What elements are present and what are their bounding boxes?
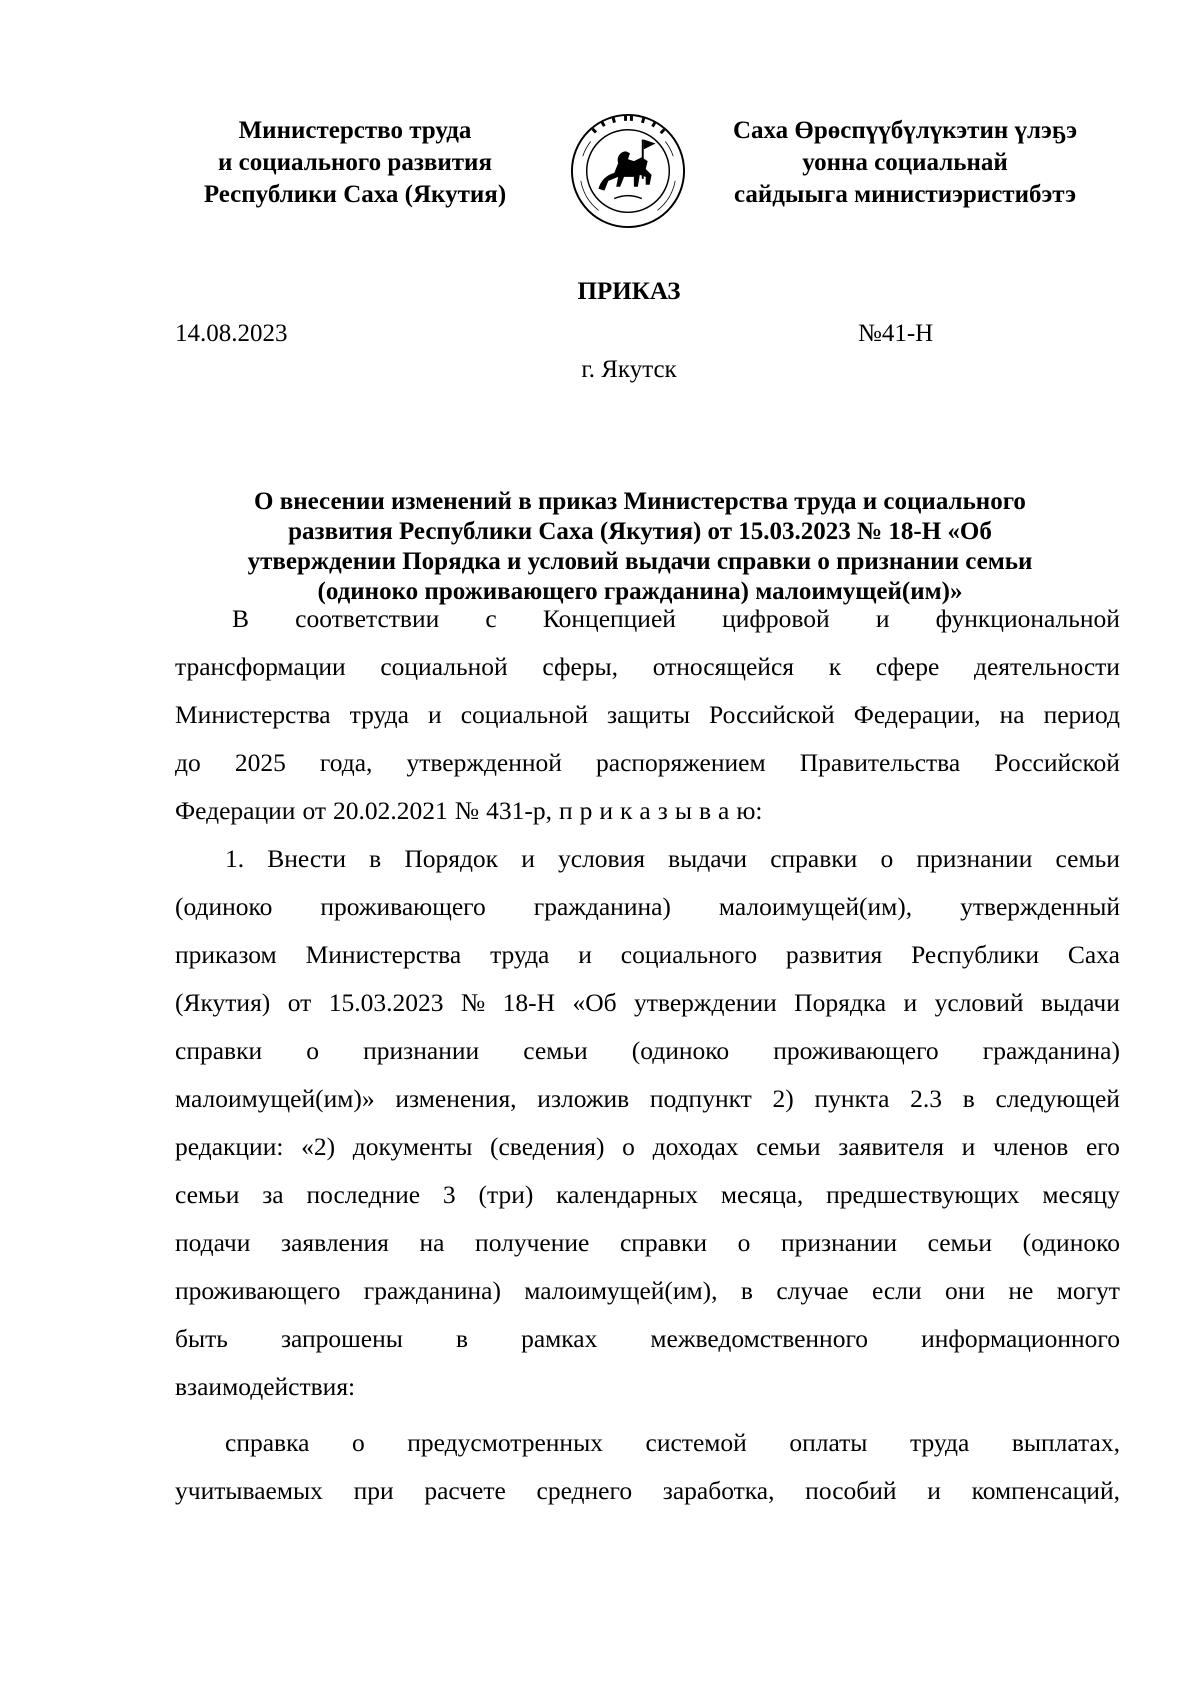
body-word: изменения,	[395, 1084, 517, 1113]
body-word: Концепцией	[542, 604, 676, 633]
body-word: Российской	[709, 700, 835, 729]
body-word: утверждении	[634, 988, 777, 1017]
body-word: справки	[770, 844, 858, 873]
body-word: взаимодействия:	[175, 1372, 356, 1401]
body-word: признании	[916, 844, 1033, 873]
body-word: «2)	[301, 1132, 336, 1161]
body-word: (одиноко	[175, 892, 273, 921]
body-word: социального	[620, 940, 757, 969]
document-date: 14.08.2023	[175, 320, 288, 347]
body-word: 15.03.2023	[328, 988, 444, 1017]
body-word: з	[657, 796, 668, 825]
body-word: следующей	[995, 1084, 1120, 1113]
body-word: Саха	[1067, 940, 1120, 969]
body-word: до	[175, 748, 201, 777]
body-word: проживающего	[175, 1276, 341, 1305]
body-word: приказом	[175, 940, 277, 969]
body-word: среднего	[536, 1476, 633, 1505]
body-word: о	[880, 844, 894, 873]
body-word: заявления	[281, 1228, 389, 1257]
body-word: подпункт	[649, 1084, 752, 1113]
body-word: п	[558, 796, 573, 825]
body-line	[175, 700, 1120, 748]
body-word: о	[351, 1428, 365, 1457]
body-word: Республики	[911, 940, 1039, 969]
body-word: гражданина)	[363, 1276, 501, 1305]
body-word: р	[579, 796, 593, 825]
body-word: 431-р,	[486, 796, 552, 825]
body-word: №	[454, 796, 480, 825]
body-word: 2.3	[910, 1084, 942, 1113]
body-word: малоимущей(им),	[718, 892, 913, 921]
sakha-republic-coat-of-arms-icon	[569, 112, 687, 230]
body-word: Российской	[994, 748, 1120, 777]
body-word: Федерации,	[853, 700, 981, 729]
body-word: его	[1085, 1132, 1120, 1161]
body-word: а	[718, 796, 730, 825]
body-word: и	[927, 1476, 941, 1505]
body-word: системой	[645, 1428, 747, 1457]
body-word: редакции:	[175, 1132, 284, 1161]
body-word: к	[620, 796, 633, 825]
body-word: утвержденной	[406, 748, 562, 777]
body-word: при	[353, 1476, 394, 1505]
body-word: относящейся	[652, 652, 795, 681]
body-word: запрошены	[280, 1324, 403, 1353]
body-word: Министерства	[175, 700, 331, 729]
body-word: социальной	[460, 700, 589, 729]
body-word: ю:	[736, 796, 763, 825]
body-word: ы	[674, 796, 692, 825]
body-word: последние	[306, 1180, 421, 1209]
body-word: не	[1008, 1276, 1034, 1305]
body-line	[175, 604, 1120, 652]
document-city: г. Якутск	[581, 356, 677, 383]
body-word: Федерации	[175, 796, 296, 825]
document-body	[175, 604, 1120, 1524]
body-word: справки	[175, 1036, 263, 1065]
body-word: (одиноко	[1022, 1228, 1120, 1257]
body-line	[175, 988, 1120, 1036]
body-line	[175, 1276, 1120, 1324]
body-line	[175, 844, 1120, 892]
body-word: месяцу	[1042, 1180, 1120, 1209]
body-word: справка	[225, 1428, 310, 1457]
title-line: О внесении изменений в приказ Министерства труда и социального	[254, 488, 1026, 515]
body-line	[175, 1084, 1120, 1132]
body-word: пособий	[805, 1476, 897, 1505]
body-line	[175, 1036, 1120, 1084]
body-word: могут	[1056, 1276, 1120, 1305]
body-word: период	[1043, 700, 1120, 729]
body-word: цифровой	[722, 604, 830, 633]
body-word: и	[521, 844, 535, 873]
body-word: развития	[785, 940, 883, 969]
body-word: трансформации	[175, 652, 346, 681]
body-line	[175, 796, 1120, 844]
body-word: за	[262, 1180, 284, 1209]
body-word: случае	[776, 1276, 849, 1305]
body-word: расчете	[424, 1476, 506, 1505]
body-word: В	[232, 604, 250, 633]
body-word: социальной	[380, 652, 508, 681]
body-word: в	[455, 1324, 468, 1353]
body-word: к	[828, 652, 842, 681]
body-word: и	[875, 604, 890, 633]
body-word: и	[428, 700, 442, 729]
body-word: о	[306, 1036, 319, 1065]
document-title	[185, 487, 1095, 607]
body-line	[175, 1132, 1120, 1180]
ministry-name-line: уонна социальнай	[802, 149, 1008, 176]
body-word: 2)	[772, 1084, 794, 1113]
body-word: подачи	[175, 1228, 251, 1257]
body-word: в	[962, 1084, 975, 1113]
body-word: на	[999, 700, 1025, 729]
body-word: соответствии	[295, 604, 440, 633]
body-word: семьи	[175, 1180, 240, 1209]
body-word: утвержденный	[960, 892, 1120, 921]
body-word: учитываемых	[175, 1476, 323, 1505]
body-word: труда	[909, 1428, 970, 1457]
body-line	[175, 1180, 1120, 1228]
body-word: гражданина)	[982, 1036, 1120, 1065]
body-word: и	[599, 796, 614, 825]
body-word: доходах	[652, 1132, 739, 1161]
body-word: малоимущей(им)»	[175, 1084, 375, 1113]
body-word: от	[287, 988, 312, 1017]
body-word: месяца,	[720, 1180, 804, 1209]
body-word: а	[639, 796, 651, 825]
body-word: семьи	[523, 1036, 588, 1065]
body-line	[175, 1428, 1120, 1476]
body-word: условия	[558, 844, 645, 873]
body-word: и	[903, 988, 918, 1017]
body-word: рамках	[521, 1324, 598, 1353]
body-word: функциональной	[935, 604, 1120, 633]
body-word: Внести	[267, 844, 346, 873]
body-word: предшествующих	[826, 1180, 1020, 1209]
body-line	[175, 1324, 1120, 1372]
body-word: условий	[934, 988, 1024, 1017]
ministry-name-line: сайдыыга министиэристибэтэ	[733, 181, 1077, 208]
body-word: межведомственного	[650, 1324, 869, 1353]
body-word: информационного	[921, 1324, 1120, 1353]
body-word: 2025	[234, 748, 286, 777]
body-word: сферы,	[542, 652, 619, 681]
body-word: №	[460, 988, 486, 1017]
body-word: года,	[319, 748, 373, 777]
body-word: о	[737, 1228, 751, 1257]
body-word: о	[622, 1132, 635, 1161]
body-word: и	[961, 1132, 976, 1161]
body-word: малоимущей(им),	[524, 1276, 718, 1305]
body-word: выплатах,	[1011, 1428, 1120, 1457]
body-word: получение	[475, 1228, 590, 1257]
body-word: членов	[992, 1132, 1069, 1161]
ministry-name-line: и социального развития	[218, 149, 492, 176]
body-word: справки	[619, 1228, 708, 1257]
title-line: развития Республики Саха (Якутия) от 15.03.2023 № 18-Н «Об	[288, 518, 992, 545]
ministry-name-line: Саха Өрөспүүбүлүкэтин үлэҕэ	[732, 117, 1078, 144]
body-line	[175, 652, 1120, 700]
body-word: семьи	[756, 1132, 821, 1161]
ministry-name-line: Министерство труда	[238, 117, 472, 144]
body-word: (одиноко	[631, 1036, 730, 1065]
title-line: (одиноко проживающего гражданина) малоимущей(им)»	[317, 578, 963, 605]
body-word: проживающего	[773, 1036, 939, 1065]
body-word: быть	[175, 1324, 228, 1353]
body-word: защиты	[607, 700, 690, 729]
body-word: семьи	[1055, 844, 1120, 873]
body-word: сфере	[875, 652, 940, 681]
body-word: календарных	[556, 1180, 698, 1209]
body-line	[175, 1228, 1120, 1276]
body-word: в	[369, 844, 382, 873]
body-word: 20.02.2021	[333, 796, 448, 825]
body-word: Правительства	[799, 748, 961, 777]
document-number: №41-Н	[858, 320, 934, 347]
body-line	[175, 1476, 1120, 1524]
body-word: деятельности	[973, 652, 1120, 681]
body-word: предусмотренных	[407, 1428, 603, 1457]
body-word: 18-Н	[502, 988, 556, 1017]
body-word: с	[485, 604, 497, 633]
title-line: утверждении Порядка и условий выдачи справки о признании семьи	[247, 548, 1033, 575]
body-word: от	[302, 796, 326, 825]
body-word: компенсаций,	[971, 1476, 1120, 1505]
body-word: заработка,	[662, 1476, 775, 1505]
body-word: Министерства	[305, 940, 462, 969]
body-word: (сведения)	[490, 1132, 605, 1161]
body-word: Порядок	[404, 844, 499, 873]
body-line	[175, 748, 1120, 796]
body-word: труда	[490, 940, 550, 969]
body-word: признании	[363, 1036, 480, 1065]
document-type: ПРИКАЗ	[577, 278, 681, 305]
body-word: оплаты	[789, 1428, 868, 1457]
body-word: документы	[352, 1132, 473, 1161]
body-word: пункта	[814, 1084, 890, 1113]
body-word: семьи	[927, 1228, 992, 1257]
body-word: если	[871, 1276, 922, 1305]
body-word: на	[419, 1228, 445, 1257]
body-line	[175, 940, 1120, 988]
body-word: труда	[349, 700, 409, 729]
body-word: заявителя	[838, 1132, 944, 1161]
body-word: выдачи	[1040, 988, 1120, 1017]
body-word: в	[740, 1276, 753, 1305]
body-word: (Якутия)	[175, 988, 271, 1017]
body-word: изложив	[537, 1084, 630, 1113]
body-word: признании	[780, 1228, 898, 1257]
body-word: распоряжением	[596, 748, 766, 777]
body-word: гражданина)	[533, 892, 671, 921]
body-line	[175, 1372, 1120, 1420]
body-word: Порядка	[794, 988, 887, 1017]
body-word: в	[698, 796, 712, 825]
body-word: проживающего	[320, 892, 486, 921]
body-word: 3	[442, 1180, 456, 1209]
ministry-name-russian	[175, 115, 535, 211]
body-line	[175, 892, 1120, 940]
body-word: «Об	[572, 988, 617, 1017]
body-word: 1.	[225, 844, 245, 873]
body-word: и	[578, 940, 592, 969]
ministry-name-yakut	[715, 115, 1095, 211]
body-word: выдачи	[668, 844, 748, 873]
ministry-name-line: Республики Саха (Якутия)	[203, 181, 507, 208]
body-word: они	[944, 1276, 986, 1305]
body-word: (три)	[478, 1180, 534, 1209]
